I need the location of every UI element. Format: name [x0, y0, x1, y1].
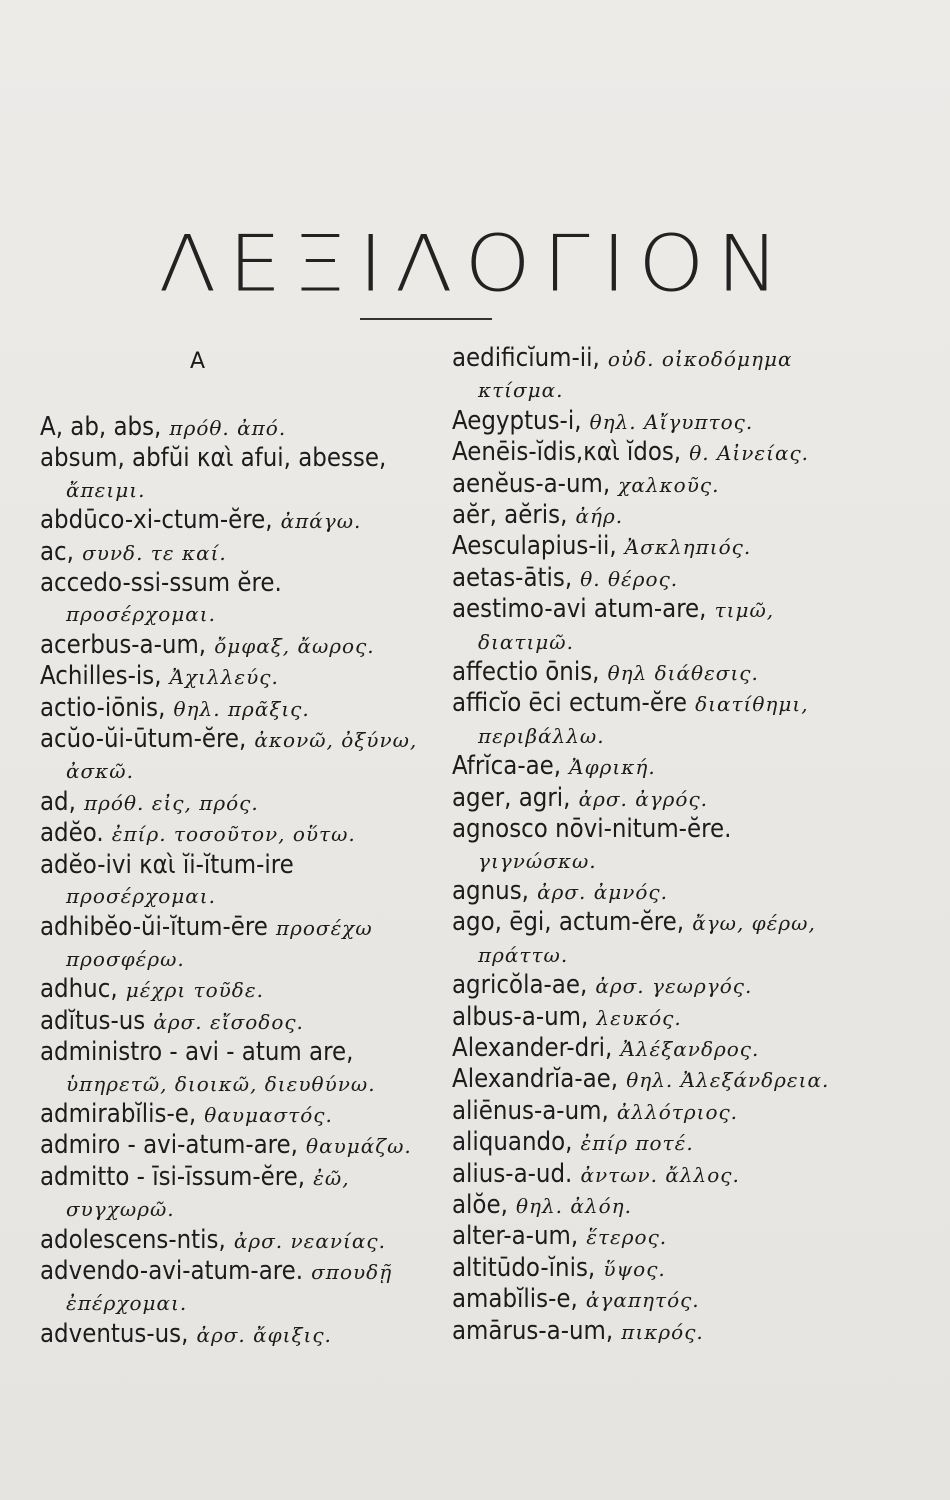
left-entry-list	[40, 412, 430, 1350]
entry-latin-headword: agnus,	[452, 875, 529, 906]
entry-latin-headword: adĕo.	[40, 818, 104, 849]
entry-latin-headword: Alexandrĭa-ae,	[452, 1064, 619, 1095]
entry-latin-headword: abdūco-xi-ctum-ĕre,	[40, 505, 273, 536]
page-title: ΛΕΞΙΛΟΓΙΟΝ	[158, 218, 792, 310]
dictionary-entry	[40, 787, 430, 818]
dictionary-entry	[40, 1099, 430, 1130]
dictionary-entry	[452, 1033, 852, 1064]
dictionary-entry	[452, 343, 852, 406]
entry-latin-headword: altitūdo-ĭnis,	[452, 1252, 596, 1283]
entry-latin-headword: admitto - īsi-īssum-ĕre,	[40, 1161, 306, 1192]
entry-latin-headword: administro - avi - atum are,	[40, 1037, 354, 1068]
entry-greek-gloss: ἐπίρ ποτέ.	[580, 1131, 694, 1156]
entry-greek-gloss: Ἀσκληπιός.	[624, 535, 752, 560]
entry-latin-headword: ad,	[40, 786, 76, 817]
entry-latin-headword: adĭtus-us	[40, 1005, 146, 1036]
entry-greek-gloss: χαλκοῦς.	[618, 472, 720, 497]
entry-latin-headword: adĕo-ivi καὶ ĭi-ĭtum-ire	[40, 849, 294, 880]
entry-latin-headword: aliquando,	[452, 1127, 573, 1158]
dictionary-entry	[40, 850, 430, 912]
entry-greek-gloss: προσέρχομαι.	[66, 884, 216, 909]
dictionary-entry	[40, 1225, 430, 1256]
dictionary-entry	[40, 724, 430, 787]
entry-latin-headword: alius-a-ud.	[452, 1158, 573, 1189]
entry-latin-headword: accedo-ssi-ssum ĕre.	[40, 568, 282, 599]
entry-greek-gloss: προσέχω προσφέρω.	[66, 915, 373, 971]
entry-latin-headword: admirabĭlis-e,	[40, 1098, 197, 1129]
dictionary-entry	[452, 531, 852, 562]
entry-latin-headword: admiro - avi-atum-are,	[40, 1130, 298, 1161]
dictionary-entry	[40, 412, 430, 443]
entry-greek-gloss: ἀρσ. νεανίας.	[233, 1228, 386, 1253]
dictionary-entry	[452, 1253, 852, 1284]
entry-greek-gloss: διατίθημι, περιβάλλω.	[478, 692, 809, 748]
dictionary-entry	[452, 751, 852, 782]
entry-latin-headword: afficĭo ēci ectum-ĕre	[452, 688, 687, 719]
section-letter: A	[190, 349, 206, 374]
dictionary-entry	[40, 1037, 430, 1099]
entry-greek-gloss: θαυμάζω.	[306, 1134, 412, 1159]
dictionary-entry	[452, 406, 852, 437]
dictionary-entry	[40, 693, 430, 724]
entry-greek-gloss: ὑπηρετῶ, διοικῶ, διευθύνω.	[66, 1071, 376, 1096]
entry-latin-headword: acŭo-ŭi-ūtum-ĕre,	[40, 724, 247, 755]
entry-greek-gloss: ἀντων. ἄλλος.	[580, 1162, 740, 1187]
entry-greek-gloss: λευκός.	[596, 1005, 682, 1030]
dictionary-entry	[40, 1256, 430, 1319]
dictionary-entry	[452, 970, 852, 1001]
entry-greek-gloss: ἀήρ.	[575, 504, 624, 529]
entry-latin-headword: aenĕus-a-um,	[452, 468, 611, 499]
entry-greek-gloss: ἀρσ. γεωργός.	[595, 974, 753, 999]
entry-latin-headword: alter-a-um,	[452, 1221, 579, 1252]
entry-greek-gloss: θηλ. Ἀλεξάνδρεια.	[626, 1068, 830, 1093]
entry-latin-headword: ago, ēgi, actum-ĕre,	[452, 907, 685, 938]
entry-greek-gloss: ἄπειμι.	[66, 477, 146, 502]
dictionary-entry	[452, 1127, 852, 1158]
dictionary-entry	[40, 630, 430, 661]
entry-greek-gloss: ἀρσ. εἴσοδος.	[153, 1009, 304, 1034]
dictionary-entry	[452, 657, 852, 688]
dictionary-entry	[452, 1284, 852, 1315]
entry-greek-gloss: θηλ διάθεσις.	[607, 661, 759, 686]
entry-latin-headword: agricŏla-ae,	[452, 970, 588, 1001]
entry-latin-headword: acerbus-a-um,	[40, 629, 207, 660]
entry-greek-gloss: ἀρσ. ἄφιξις.	[196, 1322, 332, 1347]
entry-greek-gloss: ὄμφαξ, ἄωρος.	[214, 633, 375, 658]
entry-greek-gloss: τιμῶ, διατιμῶ.	[478, 598, 775, 654]
entry-latin-headword: Alexander-dri,	[452, 1032, 613, 1063]
dictionary-entry	[40, 1130, 430, 1161]
entry-greek-gloss: ὕψος.	[603, 1256, 666, 1281]
entry-latin-headword: Achilles-is,	[40, 661, 162, 692]
entry-latin-headword: Aesculapius-ii,	[452, 531, 617, 562]
entry-latin-headword: aestimo-avi atum-are,	[452, 594, 707, 625]
entry-greek-gloss: θηλ. ἀλόη.	[515, 1193, 632, 1218]
dictionary-entry	[452, 876, 852, 907]
entry-greek-gloss: πρόθ. εἰς, πρός.	[84, 790, 259, 815]
title-divider	[360, 318, 492, 320]
dictionary-entry	[40, 1162, 430, 1225]
dictionary-entry	[40, 818, 430, 849]
entry-latin-headword: aĕr, aĕris,	[452, 500, 568, 531]
left-column	[40, 348, 430, 1350]
dictionary-entry	[40, 1319, 430, 1350]
entry-latin-headword: aedificĭum-ii,	[452, 343, 600, 373]
entry-latin-headword: A, ab, abs,	[40, 412, 162, 442]
dictionary-entry	[40, 912, 430, 975]
dictionary-entry	[452, 814, 852, 876]
entry-latin-headword: alŏe,	[452, 1189, 508, 1220]
entry-greek-gloss: ἄγω, φέρω, πράττω.	[478, 911, 816, 967]
dictionary-entry	[452, 1096, 852, 1127]
entry-greek-gloss: θ. Αἰνείας.	[689, 441, 810, 466]
entry-greek-gloss: ἀπάγω.	[280, 509, 362, 534]
entry-greek-gloss: θηλ. Αἴγυπτος.	[589, 409, 754, 434]
entry-greek-gloss: συνδ. τε καί.	[82, 540, 227, 565]
entry-greek-gloss: πρόθ. ἀπό.	[169, 416, 287, 440]
entry-greek-gloss: ἀρσ. ἀμνός.	[537, 879, 668, 904]
dictionary-entry	[452, 469, 852, 500]
dictionary-entry	[452, 1190, 852, 1221]
right-column	[452, 343, 852, 1347]
entry-greek-gloss: θηλ. πρᾶξις.	[173, 696, 310, 721]
entry-greek-gloss: προσέρχομαι.	[66, 602, 216, 627]
dictionary-entry	[452, 688, 852, 751]
entry-latin-headword: adhibĕo-ŭi-ĭtum-ēre	[40, 911, 268, 942]
entry-greek-gloss: μέχρι τοῦδε.	[125, 978, 264, 1003]
right-entry-list	[452, 343, 852, 1347]
dictionary-entry	[40, 505, 430, 536]
dictionary-entry	[40, 443, 430, 505]
entry-greek-gloss: Ἀφρική.	[569, 755, 656, 780]
entry-greek-gloss: πικρός.	[621, 1319, 704, 1344]
entry-latin-headword: ac,	[40, 536, 74, 567]
entry-latin-headword: adhuc,	[40, 974, 118, 1005]
entry-greek-gloss: γιγνώσκω.	[478, 848, 597, 873]
dictionary-entry	[452, 1316, 852, 1347]
dictionary-entry	[40, 1006, 430, 1037]
dictionary-entry	[452, 437, 852, 468]
entry-latin-headword: aetas-ātis,	[452, 562, 573, 593]
entry-latin-headword: agnosco nōvi-nitum-ĕre.	[452, 814, 732, 845]
entry-latin-headword: ager, agri,	[452, 782, 571, 813]
entry-latin-headword: actio-iōnis,	[40, 692, 166, 723]
dictionary-entry	[452, 1064, 852, 1095]
entry-greek-gloss: ἕτερος.	[586, 1225, 668, 1250]
dictionary-entry	[40, 537, 430, 568]
entry-greek-gloss: Ἀχιλλεύς.	[169, 665, 279, 690]
entry-greek-gloss: θ. θέρος.	[580, 566, 679, 591]
entry-latin-headword: amārus-a-um,	[452, 1315, 614, 1346]
dictionary-entry	[40, 661, 430, 692]
dictionary-entry	[40, 974, 430, 1005]
entry-latin-headword: adventus-us,	[40, 1318, 189, 1349]
dictionary-entry	[452, 594, 852, 657]
entry-greek-gloss: Ἀλέξανδρος.	[620, 1036, 760, 1061]
entry-greek-gloss: ἀγαπητός.	[585, 1288, 700, 1313]
entry-greek-gloss: ἀλλότριος.	[616, 1099, 739, 1124]
entry-greek-gloss: σπουδῇ ἐπέρχομαι.	[66, 1259, 393, 1316]
entry-latin-headword: Aegyptus-i,	[452, 405, 582, 436]
entry-latin-headword: advendo-avi-atum-are.	[40, 1255, 304, 1286]
entry-greek-gloss: θαυμαστός.	[204, 1102, 333, 1127]
entry-latin-headword: adolescens-ntis,	[40, 1224, 226, 1255]
entry-latin-headword: albus-a-um,	[452, 1001, 589, 1032]
entry-latin-headword: Afrĭca-ae,	[452, 751, 562, 782]
entry-latin-headword: absum, abfŭi καὶ afui, abesse,	[40, 443, 387, 474]
entry-latin-headword: amabĭlis-e,	[452, 1284, 578, 1315]
entry-latin-headword: Aenēis-ĭdis,καὶ ĭdos,	[452, 437, 682, 468]
dictionary-entry	[40, 568, 430, 630]
entry-greek-gloss: οὐδ. οἰκοδόμημα κτίσμα.	[478, 347, 793, 403]
dictionary-entry	[452, 500, 852, 531]
dictionary-entry	[452, 783, 852, 814]
entry-greek-gloss: ἀκονῶ, ὀξύνω, ἀσκῶ.	[66, 728, 418, 784]
entry-greek-gloss: ἐῶ, συγχωρῶ.	[66, 1165, 350, 1222]
entry-latin-headword: affectio ōnis,	[452, 657, 600, 688]
entry-greek-gloss: ἐπίρ. τοσοῦτον, οὕτω.	[111, 822, 356, 847]
entry-latin-headword: aliēnus-a-um,	[452, 1095, 609, 1126]
entry-greek-gloss: ἀρσ. ἀγρός.	[578, 786, 709, 811]
dictionary-entry	[452, 1221, 852, 1252]
dictionary-entry	[452, 907, 852, 970]
dictionary-entry	[452, 1159, 852, 1190]
dictionary-entry	[452, 1002, 852, 1033]
dictionary-entry	[452, 563, 852, 594]
